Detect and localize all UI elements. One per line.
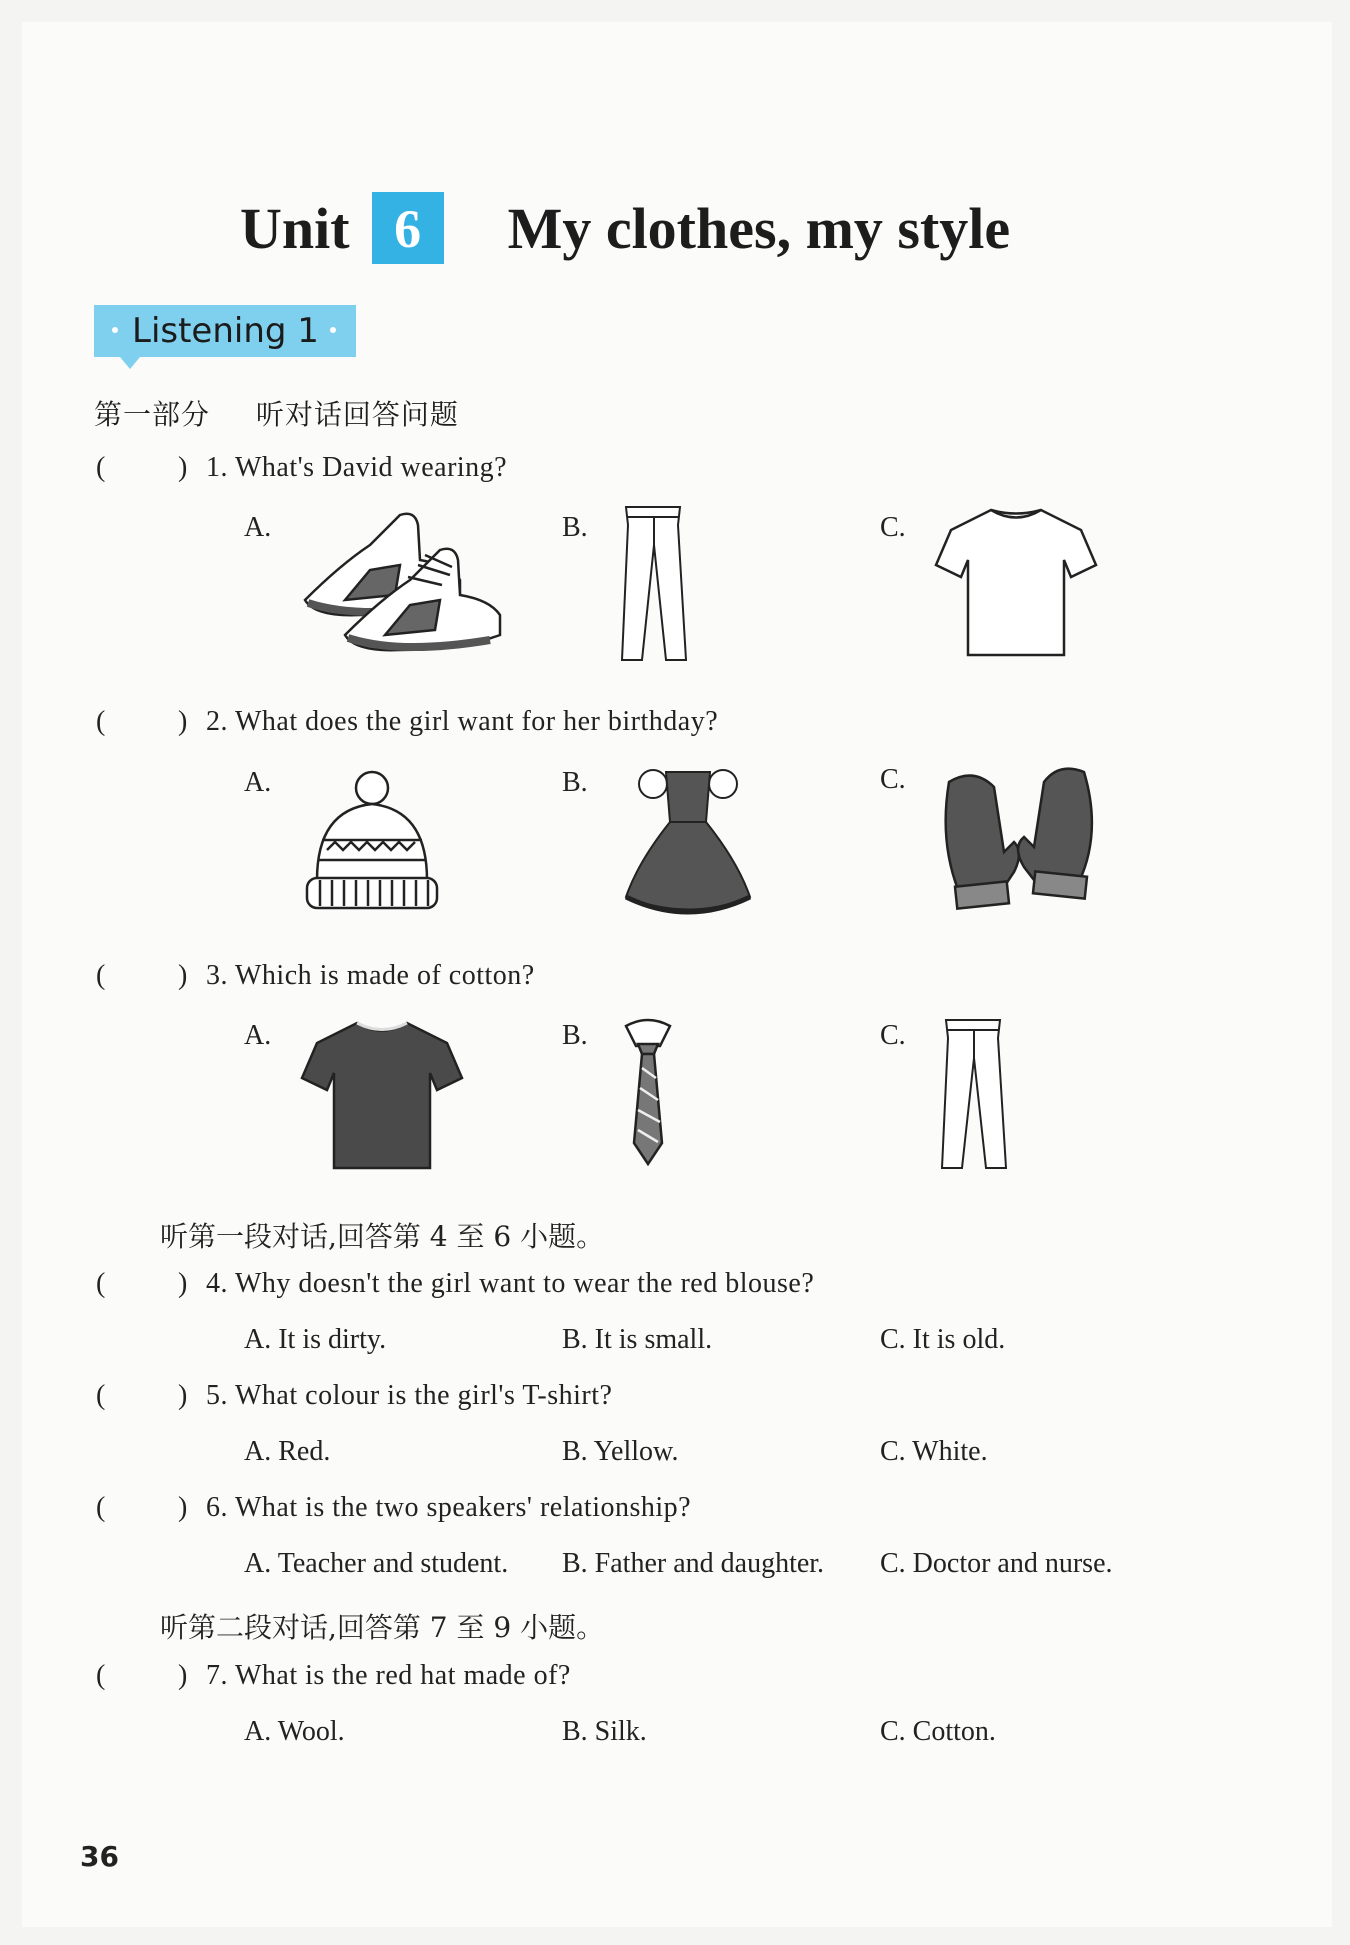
question-7	[0, 1660, 1350, 1700]
option-c[interactable]: C. Cotton.	[880, 1716, 996, 1747]
unit-number-badge: 6	[372, 192, 444, 264]
question-text: 3. Which is made of cotton?	[206, 960, 535, 991]
question-6	[0, 1492, 1350, 1532]
answer-paren-open[interactable]: (	[96, 706, 106, 737]
unit-title	[240, 192, 1010, 264]
option-a[interactable]: A. Teacher and student.	[244, 1548, 509, 1579]
option-b[interactable]: B. Father and daughter.	[562, 1548, 825, 1579]
question-text: 1. What's David wearing?	[206, 452, 508, 483]
option-label-c: C.	[880, 764, 906, 795]
sneakers-picture[interactable]	[300, 505, 500, 665]
section-badge	[94, 305, 356, 357]
answer-paren-open[interactable]: (	[96, 1268, 106, 1299]
unit-word: Unit	[240, 195, 350, 261]
unit-name: My clothes, my style	[507, 195, 1011, 261]
question-text: 2. What does the girl want for her birthday?	[206, 706, 719, 737]
option-b[interactable]: B. It is small.	[562, 1324, 713, 1355]
wool-hat-picture[interactable]	[302, 770, 442, 915]
jeans-picture[interactable]	[618, 505, 688, 665]
t-shirt-picture[interactable]	[936, 505, 1096, 660]
question-3	[0, 960, 1350, 1000]
option-label-b: B.	[562, 512, 588, 543]
tie-picture[interactable]	[620, 1018, 676, 1168]
answer-paren-open[interactable]: (	[96, 960, 106, 991]
question-text: 7. What is the red hat made of?	[206, 1660, 571, 1691]
question-text: 5. What colour is the girl's T-shirt?	[206, 1380, 613, 1411]
dialogue-1-instruction: 听第一段对话,回答第 4 至 6 小题。	[160, 1220, 605, 1253]
option-label-c: C.	[880, 512, 906, 543]
question-text: 6. What is the two speakers' relationship?	[206, 1492, 692, 1523]
answer-paren-close: )	[178, 452, 188, 483]
answer-paren-close: )	[178, 1492, 188, 1523]
option-label-c: C.	[880, 1020, 906, 1051]
option-label-a: A.	[244, 1020, 272, 1051]
option-b[interactable]: B. Yellow.	[562, 1436, 679, 1467]
mittens-picture[interactable]	[934, 762, 1106, 912]
question-4	[0, 1268, 1350, 1308]
part-title-a: 第一部分	[94, 398, 211, 431]
option-a[interactable]: A. Red.	[244, 1436, 331, 1467]
page-number: 36	[80, 1840, 119, 1873]
option-label-b: B.	[562, 1020, 588, 1051]
part-heading	[94, 393, 495, 433]
question-1	[0, 452, 1350, 492]
answer-paren-close: )	[178, 1268, 188, 1299]
option-c[interactable]: C. It is old.	[880, 1324, 1006, 1355]
answer-paren-close: )	[178, 1660, 188, 1691]
section-label: Listening 1	[132, 311, 319, 351]
option-b[interactable]: B. Silk.	[562, 1716, 647, 1747]
badge-tail	[120, 357, 140, 369]
answer-paren-open[interactable]: (	[96, 1380, 106, 1411]
answer-paren-close: )	[178, 706, 188, 737]
answer-paren-open[interactable]: (	[96, 1492, 106, 1523]
answer-paren-close: )	[178, 1380, 188, 1411]
dress-picture[interactable]	[618, 762, 758, 922]
question-text: 4. Why doesn't the girl want to wear the red blouse?	[206, 1268, 815, 1299]
badge-dot-right	[330, 327, 336, 333]
answer-paren-close: )	[178, 960, 188, 991]
badge-dot-left	[112, 327, 118, 333]
dark-t-shirt-picture[interactable]	[302, 1018, 462, 1173]
dialogue-2-instruction: 听第二段对话,回答第 7 至 9 小题。	[160, 1611, 605, 1644]
option-a[interactable]: A. Wool.	[244, 1716, 345, 1747]
trousers-picture[interactable]	[938, 1018, 1008, 1173]
question-2	[0, 706, 1350, 746]
question-5	[0, 1380, 1350, 1420]
option-label-a: A.	[244, 767, 272, 798]
option-label-b: B.	[562, 767, 588, 798]
option-c[interactable]: C. Doctor and nurse.	[880, 1548, 1113, 1579]
option-a[interactable]: A. It is dirty.	[244, 1324, 387, 1355]
answer-paren-open[interactable]: (	[96, 452, 106, 483]
option-label-a: A.	[244, 512, 272, 543]
answer-paren-open[interactable]: (	[96, 1660, 106, 1691]
option-c[interactable]: C. White.	[880, 1436, 988, 1467]
part-title-b: 听对话回答问题	[255, 398, 459, 431]
